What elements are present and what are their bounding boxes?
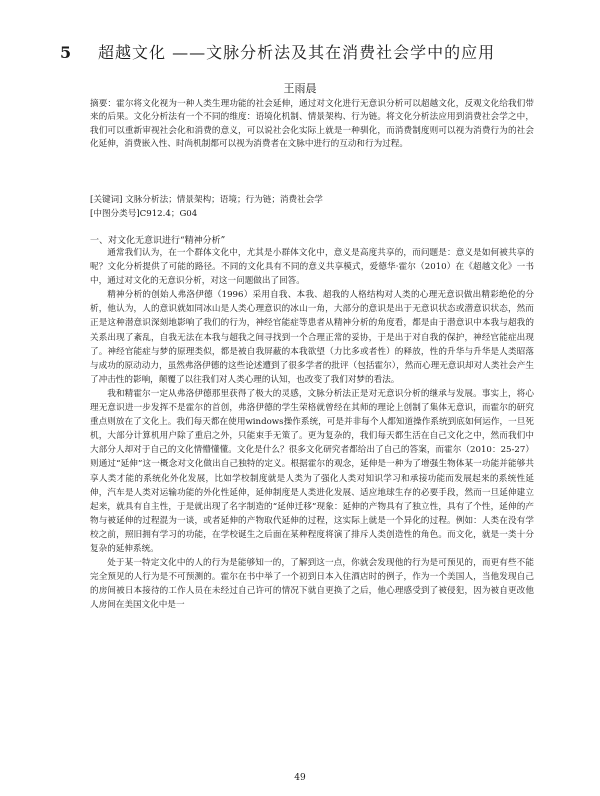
keywords: [关键词] 文脉分析法；情景架构；语境；行为链；消费社会学 (90, 195, 323, 205)
paragraph: 精神分析的创始人弗洛伊德（1996）采用自我、本我、超我的人格结构对人类的心理无意识做出精彩绝伦的分析，他认为，人的意识就如同冰山是人类心理意识的冰山一角，大部分的意识是出于无意识状态或潜意识状态，然而正是这种潜意识深刻地影响了我们的行为，神经官能症等患者从精神分析的角度看，都是由于潜意识中本我与超我的关系出现了紊乱，自我无法在本我与超我之间寻找到一个合理正常的妥协，于是出于对自我的保护，神经官能症出现了。神经官能症与梦的原理类似，都是被自我屏蔽的本我欲望（力比多或者性）的释放，性的升华与升华是人类昭落与成功的原动动力，虽然弗洛伊德的这些论述遭到了很多学者的批评（包括霍尔），然而心理无意识却对人类社会产生了冲击性的影响，颠覆了以往我们对人类心理的认知，也改变了我们对梦的看法。 (90, 290, 534, 385)
classification-code: [中图分类号]C912.4；G04 (90, 209, 198, 219)
body-text (90, 246, 534, 612)
article-number: 5 (60, 43, 73, 62)
author-name: 王雨晨 (283, 82, 317, 95)
section-heading: 一、对文化无意识进行“精神分析” (90, 236, 226, 246)
paragraph: 处于某一特定文化中的人的行为是能够知一的，了解到这一点，你就会发现他的行为是可预见的，而更有些不能完全预见的人行为是不可预测的。霍尔在书中举了一个初到日本入住酒店时的例子，作为一个美国人，当他发现自己的房间被日本接待的工作人员在未经过自己许可的情况下就自更换了之后，他心理感受到了被侵犯，因为被自更改他人房间在美国文化中是一 (90, 558, 534, 611)
page-number: 49 (294, 773, 306, 783)
article-title (60, 40, 560, 63)
article-title-text: 超越文化 ——文脉分析法及其在消费社会学中的应用 (98, 43, 496, 62)
paragraph: 通常我们认为，在一个群体文化中，尤其是小群体文化中，意义是高度共享的，而问题是：意义是如何被共享的呢？文化分析提供了可能的路径。不同的文化具有不同的意义共享模式，爱德华·霍尔（2010）在《超越文化》一书中，通过对文化的无意识分析，对这一问题做出了回答。 (90, 248, 534, 287)
paragraph: 我和精霍尔一定从弗洛伊德那里获得了极大的灵感，文脉分析法正是对无意识分析的继承与发展。事实上，将心理无意识进一步发挥不是霍尔的首创，弗洛伊德的学生荣格就曾经在其师的理论上创制了集体无意识，而霍尔的研究重点则放在了文化上。我们每天都在使用windows操作系统，可是并非每个人都知道操作系统到底如何运作，一旦死机，大部分计算机用户除了重启之外，只能束手无策了。更为复杂的，我们每天都生活在自己文化之中，然而我们中大部分人却对于自己的文化情懵懂懂。文化是什么？很多文化研究者都给出了自己的答案，而霍尔（2010：25-27）则通过“延伸”这一概念对文化做出自己独特的定义。根据霍尔的观念，延伸是一种为了增强生物体某一功能并能够共享人类才能的系统化外化发展，比如学校制度就是人类为了强化人类对知识学习和承接功能而发展起来的系统性延伸，汽车是人类对运输功能的外化性延伸，延伸制度是人类进化发展、适应地球生存的必要手段，然而一旦延伸建立起来，就具有自主性，于是就出现了名字制造的“延伸迁移”现象：延伸的产物具有了独立性，具有了个性，延伸的产物与被延伸的过程混为一谈，或者延伸的产物取代延伸的过程，这实际上就是一个异化的过程。例如：人类在没有学校之前，照旧拥有学习的功能，在学校诞生之后面在某种程度将演了排斥人类创造性的角色。而文化，就是一类十分复杂的延伸系统。 (90, 388, 534, 554)
abstract: 摘要：霍尔将文化视为一种人类生理功能的社会延伸，通过对文化进行无意识分析可以超越文化，反观文化给我们带来的后果。文化分析法有一个不同的维度：语境化机制、情景架构、行为链。将文化分析法应用到消费社会学之中，我们可以重新审视社会化和消费的意义，可以说社会化实际上就是一种驯化，而消费制度则可以视为消费行为的社会化延伸，消费嵌入性、时尚机制都可以视为消费者在文脉中进行的互动和行为过程。 (90, 99, 534, 149)
